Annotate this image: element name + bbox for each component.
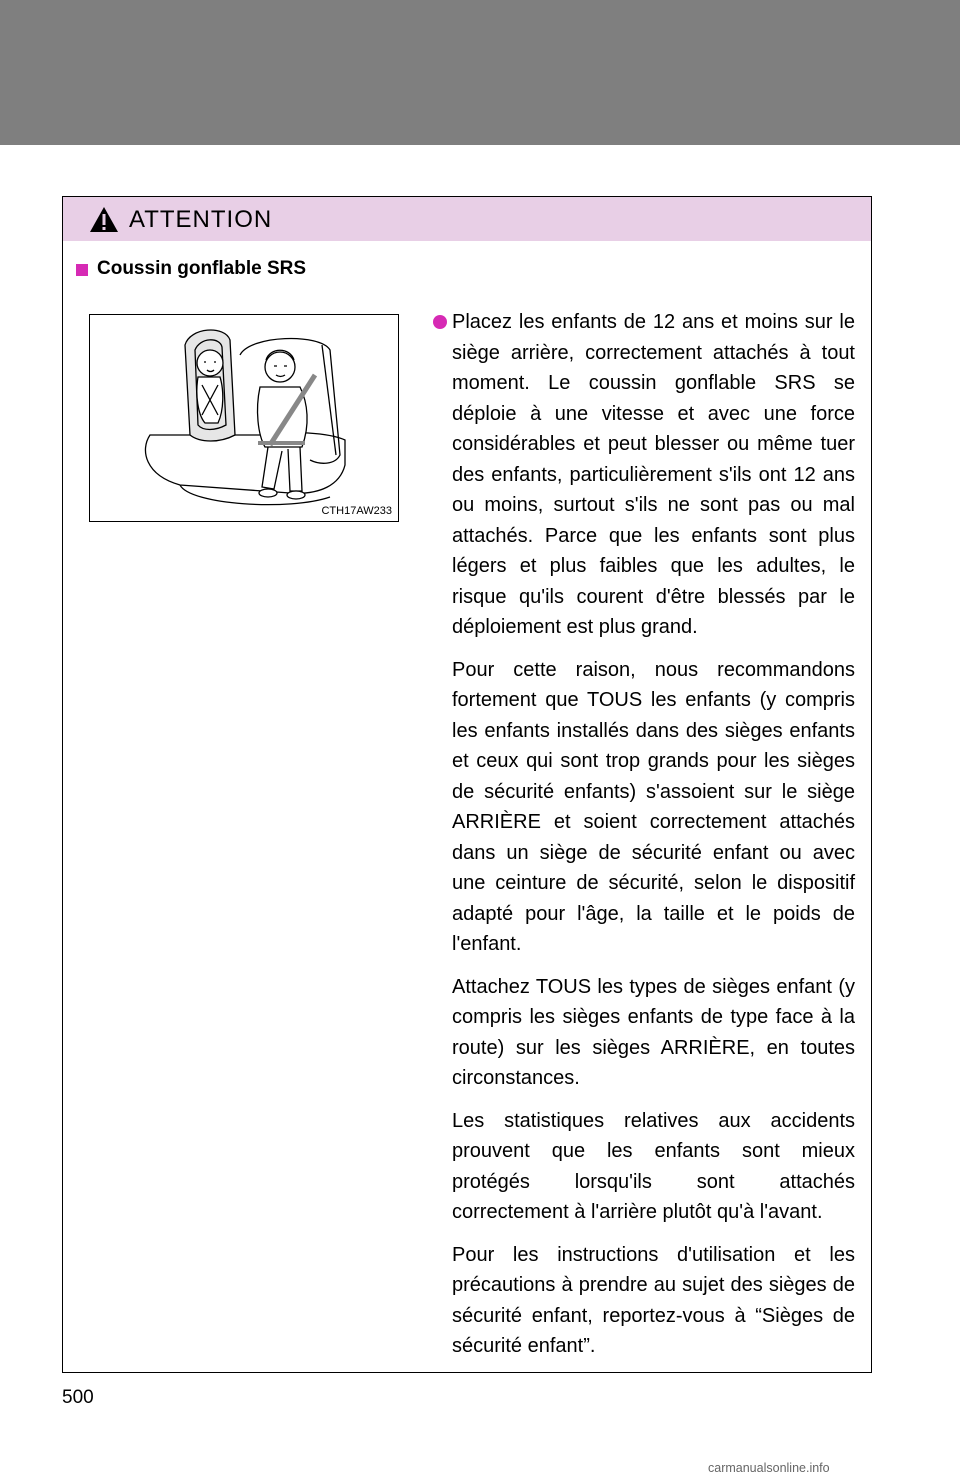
page-number: 500	[62, 1387, 94, 1408]
watermark: carmanualsonline.info	[708, 1461, 830, 1475]
square-marker-icon	[76, 264, 88, 276]
warning-triangle-icon	[89, 206, 119, 233]
paragraph: Pour cette raison, nous recommandons fortement que TOUS les enfants (y compris les enfants installés dans des sièges enfants et ceux qui sont trop grands pour les sièges de sécurité enfants) s'assoient sur le siège ARRIÈRE et soient correctement attachés dans un siège de sécurité enfant ou avec une ceinture de sécurité, selon le dispositif adapté pour l'âge, la taille et le poids de l'enfant.	[452, 658, 855, 955]
section-title: Coussin gonflable SRS	[97, 258, 307, 279]
header-band	[0, 0, 960, 145]
attention-title: ATTENTION	[129, 206, 273, 233]
attention-box	[62, 196, 872, 1373]
child-seat-illustration	[89, 314, 399, 522]
paragraph: Pour les instructions d'utilisation et les précautions à prendre au sujet des sièges de sécurité enfant, reportez-vous à “Sièges de sécurité enfant”.	[452, 1243, 855, 1357]
attention-header	[63, 197, 871, 241]
paragraph: Attachez TOUS les types de sièges enfant (y compris les sièges enfants de type face à la route) sur les sièges ARRIÈRE, en toutes circonstances.	[452, 975, 855, 1089]
paragraph: Placez les enfants de 12 ans et moins sur le siège arrière, correctement attachés à tout moment. Le coussin gonflable SRS se déploie à une vitesse et avec une force considérables et peut blesser ou même tuer des enfants, particulièrement s'ils ont 12 ans ou moins, surtout s'ils ne sont pas ou mal attachés. Parce que les enfants sont plus légers et plus faibles que les adultes, le risque qu'ils courent d'être blessés par le déploiement est plus grand.	[452, 311, 855, 638]
paragraph: Les statistiques relatives aux accidents prouvent que les enfants sont mieux protégés lorsqu'ils sont attachés correctement à l'arrière plutôt qu'à l'avant.	[452, 1109, 855, 1223]
circle-bullet-icon	[433, 315, 447, 329]
child-seat-drawing	[90, 315, 397, 520]
warning-text	[452, 307, 855, 1374]
illustration-code: CTH17AW233	[321, 505, 392, 517]
